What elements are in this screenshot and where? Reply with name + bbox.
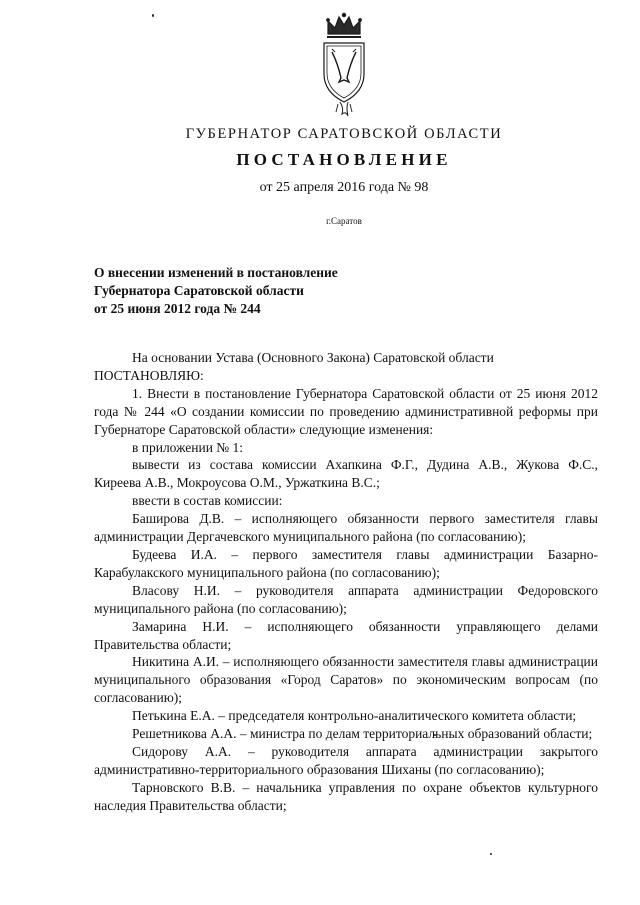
paragraph: Петькина Е.А. – председателя контрольно-аналитического комитета области;: [132, 708, 577, 724]
document-date-number: от 25 апреля 2016 года № 98: [259, 180, 429, 195]
authority-title: ГУБЕРНАТОР САРАТОВСКОЙ ОБЛАСТИ: [185, 126, 503, 142]
document-place: г.Саратов: [326, 216, 362, 226]
scan-speck: [490, 853, 492, 855]
scan-speck: [152, 14, 154, 17]
paragraph: Будеева И.А. – первого заместителя главы администрации Базарно-Карабулакского муниципального района (по согласованию);: [94, 546, 598, 580]
coat-of-arms-icon: [318, 12, 370, 120]
paragraph: Сидорову А.А. – руководителя аппарата администрации закрытого административно-территориального образования Шиханы (по согласованию);: [94, 743, 598, 777]
paragraph: ПОСТАНОВЛЯЮ:: [94, 367, 204, 383]
paragraph: Власову Н.И. – руководителя аппарата администрации Федоровского муниципального района (по согласованию);: [94, 582, 598, 616]
subject-line: Губернатора Саратовской области: [94, 283, 304, 298]
paragraph: Решетникова А.А. – министра по делам территориальных образований области;: [132, 726, 593, 742]
document-type: ПОСТАНОВЛЕНИЕ: [236, 150, 452, 169]
subject-line: О внесении изменений в постановление: [94, 265, 338, 280]
paragraph: На основании Устава (Основного Закона) Саратовской области: [132, 350, 494, 365]
paragraph: Замарина Н.И. – исполняющего обязанности управляющего делами Правительства области;: [94, 618, 598, 652]
subject-line: от 25 июня 2012 года № 244: [94, 301, 261, 316]
document-body: [94, 349, 598, 815]
paragraph: Баширова Д.В. – исполняющего обязанности первого заместителя главы администрации Дергачевского муниципального района (по согласованию);: [94, 511, 598, 545]
paragraph: Тарновского В.В. – начальника управления по охране объектов культурного наследия Правительства области;: [94, 779, 598, 813]
paragraph: в приложении № 1:: [132, 439, 244, 455]
document-subject: [94, 264, 414, 318]
paragraph: ввести в состав комиссии:: [132, 493, 283, 509]
paragraph: вывести из состава комиссии Ахапкина Ф.Г., Дудина А.В., Жукова Ф.С., Киреева А.В., Мокроусова О.М., Уржаткина В.С.;: [94, 457, 598, 491]
paragraph: Никитина А.И. – исполняющего обязанности заместителя главы администрации муниципального образования «Город Саратов» по экономическим вопросам (по согласованию);: [94, 654, 598, 706]
paragraph: 1. Внести в постановление Губернатора Саратовской области от 25 июня 2012 года № 244 «О создании комиссии по проведению административной реформы при Губернаторе Саратовской области» следующие изменения:: [94, 385, 598, 437]
